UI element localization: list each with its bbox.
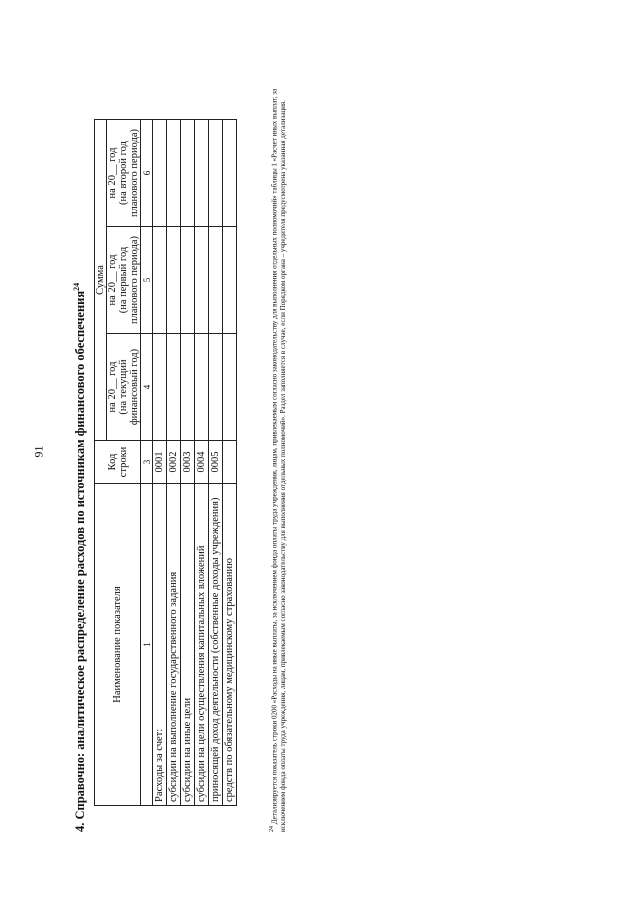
row-cell — [181, 120, 195, 227]
table-row — [181, 120, 195, 806]
col-number-4: 4 — [141, 334, 153, 441]
row-cell — [167, 120, 181, 227]
header-col5: на 20__ год (на первый год планового периода) — [107, 227, 141, 334]
row-code: 0001 — [153, 441, 167, 484]
row-cell — [195, 120, 209, 227]
row-cell — [223, 227, 237, 334]
table-row — [153, 120, 167, 806]
col-number-5: 5 — [141, 227, 153, 334]
row-name: приносящей доход деятельности (собственные доходы учреждения) — [209, 484, 223, 806]
rotated-content — [70, 52, 320, 832]
table-row — [223, 120, 237, 806]
row-name: субсидии на цели осуществления капитальных вложений — [195, 484, 209, 806]
row-cell — [223, 334, 237, 441]
row-name: средств по обязательному медицинскому страхованию — [223, 484, 237, 806]
section-title — [72, 283, 88, 832]
row-cell — [153, 227, 167, 334]
col-number-1: 1 — [141, 484, 153, 806]
footnote — [268, 72, 288, 832]
col-number-3: 3 — [141, 441, 153, 484]
header-name: Наименование показателя — [95, 484, 141, 806]
row-cell — [209, 334, 223, 441]
row-code: 0003 — [181, 441, 195, 484]
row-code — [223, 441, 237, 484]
row-cell — [209, 227, 223, 334]
row-cell — [195, 334, 209, 441]
row-name: субсидии на выполнение государственного задания — [167, 484, 181, 806]
row-cell — [153, 120, 167, 227]
header-col6: на 20__ год (на второй год планового периода) — [107, 120, 141, 227]
row-code: 0004 — [195, 441, 209, 484]
table-row — [209, 120, 223, 806]
title-footnote-ref: 24 — [72, 282, 81, 291]
row-name: субсидии на иные цели — [181, 484, 195, 806]
row-name: Расходы за счет: — [153, 484, 167, 806]
header-sum: Сумма — [95, 120, 107, 441]
footnote-text: Детализируется показатель строки 0200 «Расходы на иные выплаты, за исключением фонда оплаты труда учреждения, лицам, привлекаемым согласно законодательству для выполнения отдельных полномочий» таблицы 1 «Расчет иных выплат, за исключением фонда оплаты труда учреждения, лицам, привлекаемым согласно законодательству для выполнения отдельных полномочий». Раздел заполняется в случае, если Порядком органа – учредителя предусмотрена указанная детализация. — [270, 88, 288, 832]
row-cell — [223, 120, 237, 227]
page-number: 91 — [31, 445, 46, 458]
section-title-text: 4. Справочно: аналитическое распределение расходов по источникам финансового обеспечения — [73, 290, 88, 832]
table-row — [167, 120, 181, 806]
row-cell — [195, 227, 209, 334]
row-cell — [181, 334, 195, 441]
header-code: Код строки — [95, 441, 141, 484]
row-cell — [167, 227, 181, 334]
row-cell — [181, 227, 195, 334]
expenses-table — [94, 119, 237, 806]
footnote-ref: 24 — [269, 826, 275, 832]
col-number-6: 6 — [141, 120, 153, 227]
row-code: 0002 — [167, 441, 181, 484]
header-col4: на 20__ год (на текущий финансовый год) — [107, 334, 141, 441]
row-cell — [209, 120, 223, 227]
row-cell — [167, 334, 181, 441]
table-row — [195, 120, 209, 806]
row-cell — [153, 334, 167, 441]
row-code: 0005 — [209, 441, 223, 484]
